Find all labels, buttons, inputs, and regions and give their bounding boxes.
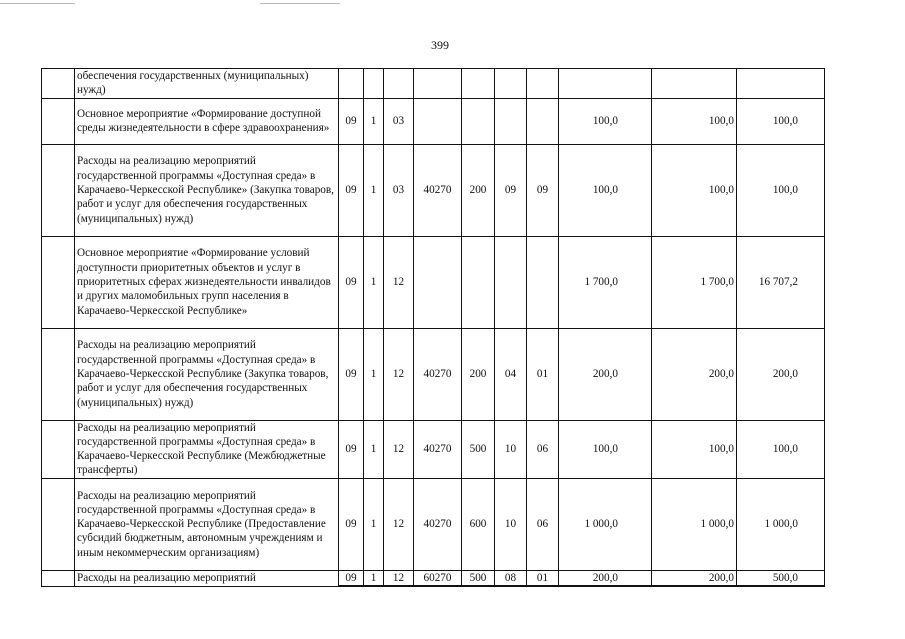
budget-table [41, 68, 825, 587]
expense-type-code: 200 [462, 328, 495, 420]
amount-year-1 [559, 69, 652, 99]
amount-year-3: 100,0 [737, 98, 825, 144]
expense-type-code: 500 [462, 570, 495, 586]
amount-year-2: 1 700,0 [652, 236, 737, 328]
subsection-code: 06 [527, 478, 559, 570]
event-code: 12 [384, 328, 414, 420]
row-number-cell [42, 98, 75, 144]
page-number: 399 [431, 38, 449, 52]
amount-year-1: 200,0 [559, 570, 652, 586]
ministry-code: 09 [339, 570, 364, 586]
section-code [495, 69, 527, 99]
event-code [384, 69, 414, 99]
table-row [42, 98, 825, 144]
subsection-code: 01 [527, 570, 559, 586]
amount-year-2: 200,0 [652, 328, 737, 420]
subsection-code [527, 98, 559, 144]
program-code: 1 [364, 236, 384, 328]
amount-year-3: 16 707,2 [737, 236, 825, 328]
subsection-code [527, 236, 559, 328]
program-code: 1 [364, 98, 384, 144]
amount-year-1: 100,0 [559, 420, 652, 478]
amount-year-3: 500,0 [737, 570, 825, 586]
section-code: 04 [495, 328, 527, 420]
amount-year-2: 100,0 [652, 98, 737, 144]
table-row [42, 236, 825, 328]
section-code [495, 98, 527, 144]
subsection-code [527, 69, 559, 99]
program-code [364, 69, 384, 99]
amount-year-1: 200,0 [559, 328, 652, 420]
expense-description: Расходы на реализацию мероприятий государственной программы «Доступная среда» в Карачаево-Черкесской Республике (Закупка товаров, работ и услуг для обеспечения государственных (муниципальных) нужд) [75, 328, 339, 420]
table-row [42, 570, 825, 586]
direction-code [414, 69, 462, 99]
section-code: 10 [495, 420, 527, 478]
row-number-cell [42, 420, 75, 478]
ministry-code: 09 [339, 236, 364, 328]
scan-edge-mark [0, 3, 75, 4]
amount-year-3: 1 000,0 [737, 478, 825, 570]
event-code: 03 [384, 144, 414, 236]
expense-type-code: 200 [462, 144, 495, 236]
expense-type-code: 600 [462, 478, 495, 570]
section-code: 10 [495, 478, 527, 570]
amount-year-3: 100,0 [737, 144, 825, 236]
direction-code: 40270 [414, 144, 462, 236]
row-number-cell [42, 236, 75, 328]
subsection-code: 06 [527, 420, 559, 478]
expense-type-code [462, 98, 495, 144]
direction-code: 60270 [414, 570, 462, 586]
program-code: 1 [364, 144, 384, 236]
subsection-code: 09 [527, 144, 559, 236]
section-code: 09 [495, 144, 527, 236]
ministry-code [339, 69, 364, 99]
direction-code [414, 236, 462, 328]
amount-year-2: 100,0 [652, 420, 737, 478]
table-row [42, 69, 825, 99]
direction-code: 40270 [414, 420, 462, 478]
expense-description: Расходы на реализацию мероприятий [75, 570, 339, 586]
table-row [42, 144, 825, 236]
row-number-cell [42, 478, 75, 570]
row-number-cell [42, 69, 75, 99]
amount-year-3: 200,0 [737, 328, 825, 420]
ministry-code: 09 [339, 98, 364, 144]
ministry-code: 09 [339, 328, 364, 420]
direction-code: 40270 [414, 478, 462, 570]
subsection-code: 01 [527, 328, 559, 420]
table-row [42, 420, 825, 478]
amount-year-3: 100,0 [737, 420, 825, 478]
amount-year-1: 100,0 [559, 144, 652, 236]
expense-type-code: 500 [462, 420, 495, 478]
direction-code: 40270 [414, 328, 462, 420]
event-code: 12 [384, 236, 414, 328]
expense-description: Расходы на реализацию мероприятий государственной программы «Доступная среда» в Карачаево-Черкесской Республике (Межбюджетные трансферты) [75, 420, 339, 478]
expense-description: Основное мероприятие «Формирование доступной среды жизнедеятельности в сфере здравоохранения» [75, 98, 339, 144]
event-code: 03 [384, 98, 414, 144]
direction-code [414, 98, 462, 144]
amount-year-2: 1 000,0 [652, 478, 737, 570]
expense-description: обеспечения государственных (муниципальных) нужд) [75, 69, 339, 99]
amount-year-2: 200,0 [652, 570, 737, 586]
expense-description: Основное мероприятие «Формирование условий доступности приоритетных объектов и услуг в приоритетных сферах жизнедеятельности инвалидов и других маломобильных групп населения в Карачаево-Черкесской Республике» [75, 236, 339, 328]
expense-description: Расходы на реализацию мероприятий государственной программы «Доступная среда» в Карачаево-Черкесской Республике» (Закупка товаров, работ и услуг для обеспечения государственных (муниципальных) нужд) [75, 144, 339, 236]
amount-year-2 [652, 69, 737, 99]
event-code: 12 [384, 478, 414, 570]
program-code: 1 [364, 328, 384, 420]
table-row [42, 328, 825, 420]
amount-year-1: 1 700,0 [559, 236, 652, 328]
row-number-cell [42, 570, 75, 586]
row-number-cell [42, 144, 75, 236]
program-code: 1 [364, 478, 384, 570]
program-code: 1 [364, 570, 384, 586]
amount-year-3 [737, 69, 825, 99]
section-code: 08 [495, 570, 527, 586]
expense-type-code [462, 69, 495, 99]
amount-year-1: 1 000,0 [559, 478, 652, 570]
program-code: 1 [364, 420, 384, 478]
row-number-cell [42, 328, 75, 420]
amount-year-1: 100,0 [559, 98, 652, 144]
amount-year-2: 100,0 [652, 144, 737, 236]
event-code: 12 [384, 570, 414, 586]
section-code [495, 236, 527, 328]
ministry-code: 09 [339, 420, 364, 478]
table-row [42, 478, 825, 570]
expense-description: Расходы на реализацию мероприятий государственной программы «Доступная среда» в Карачаево-Черкесской Республике (Предоставление субсидий бюджетным, автономным учреждениям и иным некоммерческим организациям) [75, 478, 339, 570]
scan-edge-mark [260, 3, 340, 4]
ministry-code: 09 [339, 144, 364, 236]
ministry-code: 09 [339, 478, 364, 570]
event-code: 12 [384, 420, 414, 478]
expense-type-code [462, 236, 495, 328]
